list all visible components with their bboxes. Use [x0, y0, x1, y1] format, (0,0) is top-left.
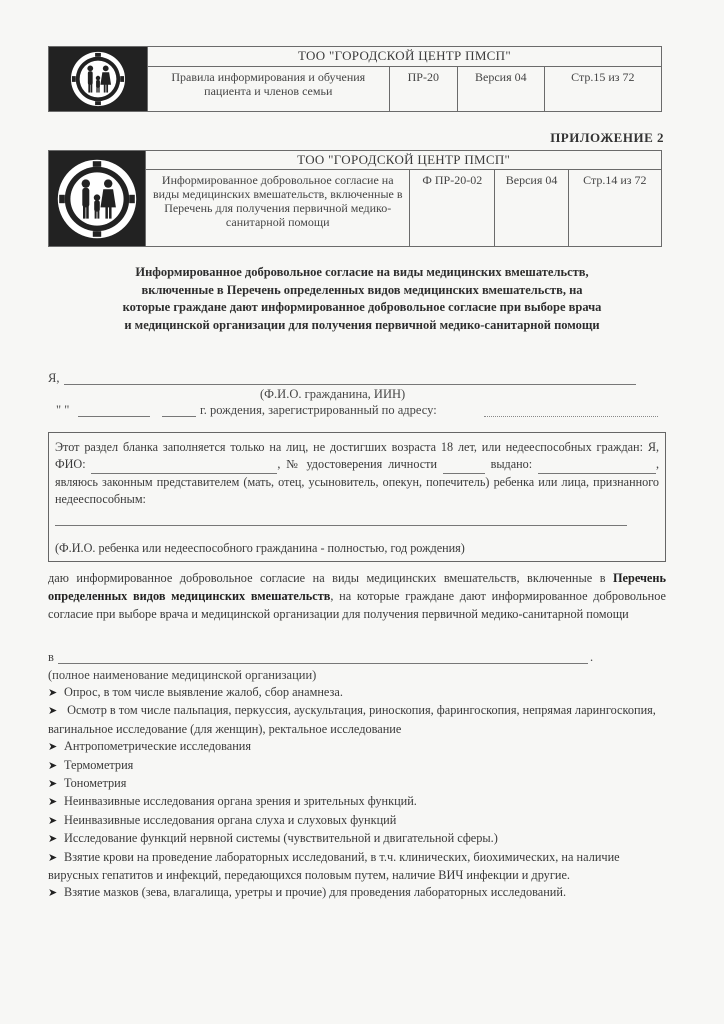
- logo-cell: [49, 47, 148, 112]
- form-title-heading: Информированное добровольное согласие на виды медицинских вмешательств, включенные в Перечень определенных видов медицинских вмешательств, на которые граждане дают информированное добровольное согласие при выборе врача и медицинской организации для получения первичной медико-санитарной помощи: [122, 265, 602, 332]
- fio-caption: (Ф.И.О. гражданина, ИИН): [260, 387, 406, 401]
- guardian-section-box: [48, 432, 666, 562]
- arrow-bullet-icon: ➤: [48, 851, 58, 864]
- form-version: Версия 04: [495, 170, 568, 247]
- form-header-table: [48, 150, 662, 247]
- doc-code: ПР-20: [389, 67, 457, 112]
- doc-page: Стр.15 из 72: [544, 67, 661, 112]
- arrow-bullet-icon: ➤: [48, 887, 58, 900]
- form-title: Информированное добровольное согласие на виды медицинских вмешательств, включенные в Перечень для получения первичной медико-санитарной помощи: [146, 170, 410, 247]
- list-item: ➤ Тонометрия: [48, 775, 672, 793]
- arrow-bullet-icon: ➤: [48, 778, 58, 791]
- doc-version: Версия 04: [457, 67, 544, 112]
- id-issued-input[interactable]: [538, 456, 656, 474]
- address-input-line[interactable]: [484, 416, 658, 417]
- period: .: [590, 650, 594, 664]
- child-fio-input[interactable]: [55, 508, 627, 526]
- ya-label: Я,: [48, 371, 60, 385]
- list-item: ➤ Неинвазивные исследования органа зрения и зрительных функций.: [48, 793, 672, 811]
- form-code: Ф ПР-20-02: [410, 170, 495, 247]
- birth-year-input-line[interactable]: [162, 416, 196, 417]
- guardian-fio-input[interactable]: [91, 456, 277, 474]
- family-emblem-logo: [55, 157, 139, 241]
- birth-address-label: г. рождения, зарегистрированный по адресу:: [200, 403, 437, 417]
- arrow-bullet-icon: ➤: [48, 741, 58, 754]
- date-quotes: " ": [56, 403, 70, 417]
- arrow-bullet-icon: ➤: [48, 814, 58, 827]
- list-item: ➤ Неинвазивные исследования органа слуха и слуховых функций: [48, 812, 672, 830]
- list-item: ➤ Взятие мазков (зева, влагалища, уретры и прочие) для проведения лабораторных исследований.: [48, 884, 672, 902]
- org-name: ТОО "ГОРОДСКОЙ ЦЕНТР ПМСП": [146, 151, 662, 170]
- guardian-text-3: выдано:: [490, 457, 533, 471]
- consent-list-name: Перечень определенных видов медицинских вмешательств: [48, 571, 666, 603]
- child-fio-caption: (Ф.И.О. ребенка или недееспособного гражданина - полностью, год рождения): [55, 541, 465, 555]
- arrow-bullet-icon: ➤: [48, 705, 58, 718]
- consent-text-2: , на которые граждане дают информированное добровольное согласие при выборе врача и медицинской организации для получения первичной медико-санитарной помощи: [48, 589, 667, 621]
- form-page: Стр.14 из 72: [568, 170, 661, 247]
- list-item: ➤ Антропометрические исследования: [48, 738, 672, 756]
- doc-title: Правила информирования и обучения пациента и членов семьи: [147, 67, 389, 112]
- id-number-input[interactable]: [443, 456, 485, 474]
- birth-date-input-line[interactable]: [78, 416, 150, 417]
- guardian-text-2: , № удостоверения личности: [277, 457, 437, 471]
- family-emblem-logo: [69, 50, 127, 108]
- fio-input-line[interactable]: [64, 384, 636, 385]
- logo-cell: [49, 151, 146, 247]
- intervention-list: [48, 684, 672, 903]
- arrow-bullet-icon: ➤: [48, 796, 58, 809]
- document-header-table: [48, 46, 662, 112]
- org-caption: (полное наименование медицинской организации): [48, 668, 317, 682]
- org-name-input-line[interactable]: [58, 663, 588, 664]
- list-item: ➤ Взятие крови на проведение лабораторных исследований, в т.ч. клинических, биохимических, на наличие вирусных гепатитов и инфекций, передающихся половым путем, наличие ВИЧ инфекции и другие.: [48, 849, 620, 883]
- list-item: ➤ Исследование функций нервной системы (чувствительной и двигательной сферы.): [48, 830, 672, 848]
- org-name: ТОО "ГОРОДСКОЙ ЦЕНТР ПМСП": [147, 47, 661, 67]
- arrow-bullet-icon: ➤: [48, 833, 58, 846]
- guardian-text-4: , являюсь законным представителем (мать, отец, усыновитель, опекун, попечитель) ребенка или лица, признанного недееспособным:: [55, 457, 659, 506]
- list-item: ➤ Термометрия: [48, 757, 672, 775]
- arrow-bullet-icon: ➤: [48, 759, 58, 772]
- v-label: в: [48, 650, 54, 664]
- consent-paragraph: [48, 569, 666, 623]
- list-item: ➤ Опрос, в том числе выявление жалоб, сбор анамнеза.: [48, 684, 672, 702]
- guardian-text-1: Этот раздел бланка заполняется только на лиц, не достигших возраста 18 лет, или недееспособных граждан: Я, ФИО:: [55, 440, 659, 471]
- appendix-label: ПРИЛОЖЕНИЕ 2: [550, 130, 664, 145]
- arrow-bullet-icon: ➤: [48, 687, 58, 699]
- consent-text-1: даю информированное добровольное согласие на виды медицинских вмешательств, включенные в: [48, 571, 606, 585]
- list-item: ➤ Осмотр в том числе пальпация, перкуссия, аускультация, риноскопия, фарингоскопия, непрямая ларингоскопия, вагинальное исследование (для женщин), ректальное исследование: [48, 703, 656, 736]
